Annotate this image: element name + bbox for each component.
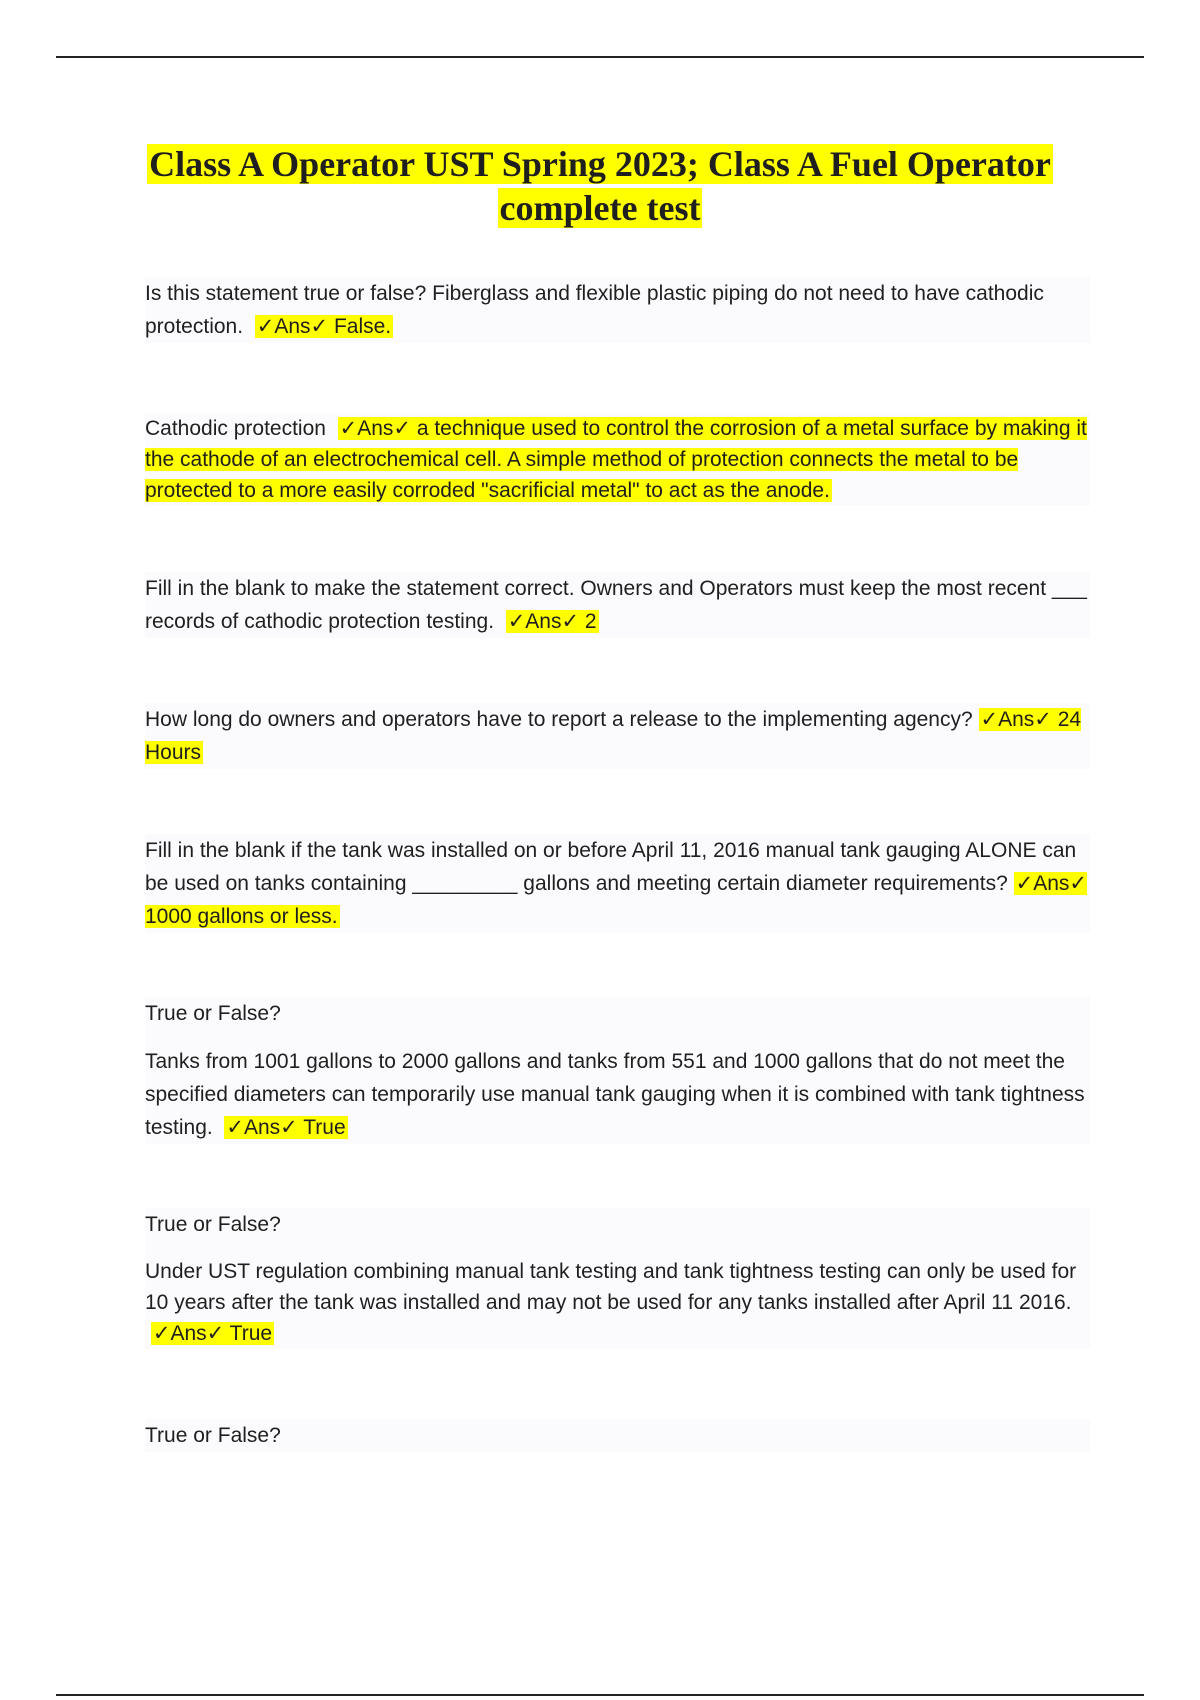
header-rule: [56, 56, 1144, 58]
question-3: [145, 572, 1090, 638]
question-5: [145, 834, 1090, 933]
answer: ✓Ans✓ True: [226, 1116, 346, 1139]
question-2: [145, 413, 1090, 506]
answer: ✓Ans✓ False.: [256, 315, 392, 338]
true-false-label: True or False?: [145, 1213, 281, 1236]
question-8: [145, 1419, 1090, 1452]
true-false-label: True or False?: [145, 1002, 281, 1025]
footer-rule: [56, 1694, 1144, 1696]
answer: ✓Ans✓ 2: [507, 610, 597, 633]
question-text: How long do owners and operators have to report a release to the implementing agency?: [145, 708, 973, 731]
question-text: Under UST regulation combining manual tank testing and tank tightness testing can only be used for 10 years after the tank was installed and may not be used for any tanks installed after April 11 2016.: [145, 1260, 1077, 1314]
answer: ✓Ans✓ a technique used to control the corrosion of a metal surface by making it the cathode of an electrochemical cell. A simple method of protection connects the metal to be protected to a more easily corroded "sacrificial metal" to act as the anode.: [145, 417, 1087, 502]
question-text: Is this statement true or false? Fiberglass and flexible plastic piping do not need to have cathodic protection.: [145, 282, 1044, 338]
document-title: [100, 142, 1100, 230]
answer: ✓Ans✓ 1000 gallons or less.: [145, 872, 1087, 928]
question-7: [145, 1208, 1090, 1349]
title-line-1: Class A Operator UST Spring 2023; Class A Fuel Operator: [149, 144, 1051, 184]
answer: ✓Ans✓ 24 Hours: [145, 708, 1082, 764]
question-text: Fill in the blank to make the statement correct. Owners and Operators must keep the most recent ___ records of cathodic protection testing.: [145, 577, 1087, 633]
question-6: [145, 997, 1090, 1144]
question-text: Cathodic protection: [145, 417, 326, 440]
answer: ✓Ans✓ True: [152, 1322, 273, 1345]
question-4: [145, 703, 1090, 769]
true-false-label: True or False?: [145, 1424, 281, 1447]
title-line-2: complete test: [499, 188, 701, 228]
question-text: Tanks from 1001 gallons to 2000 gallons and tanks from 551 and 1000 gallons that do not meet the specified diameters can temporarily use manual tank gauging when it is combined with tank tightness testing.: [145, 1050, 1085, 1139]
question-text: Fill in the blank if the tank was installed on or before April 11, 2016 manual tank gauging ALONE can be used on tanks containing _________ gallons and meeting certain diameter requirements?: [145, 839, 1077, 895]
question-1: [145, 277, 1090, 343]
